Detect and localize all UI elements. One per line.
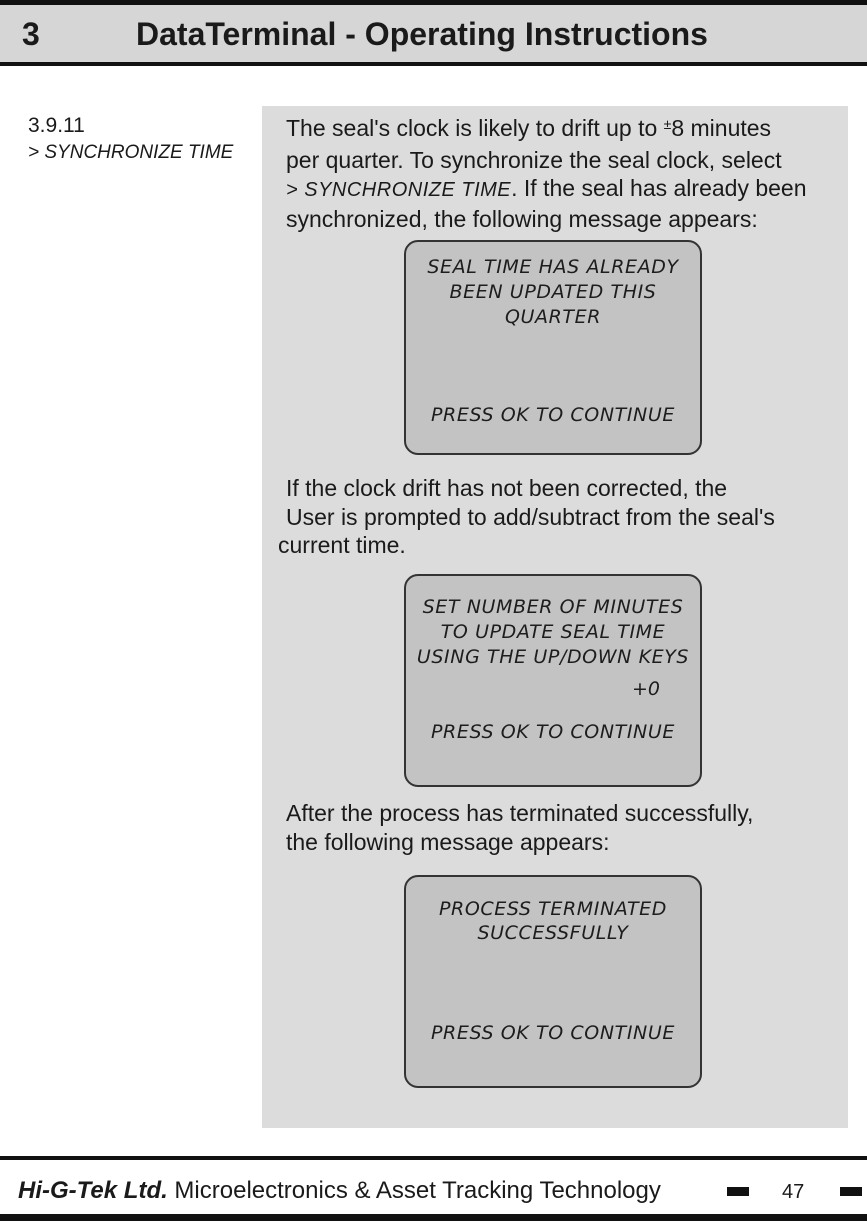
chapter-title: DataTerminal - Operating Instructions — [136, 16, 708, 52]
lcd-line: SET NUMBER OF MINUTES — [422, 596, 684, 618]
lcd-prompt: PRESS OK TO CONTINUE — [431, 1022, 675, 1044]
lcd-line: BEEN UPDATED THIS — [449, 281, 657, 303]
lcd-prompt: PRESS OK TO CONTINUE — [431, 721, 675, 743]
company-name: Hi-G-Tek Ltd. — [18, 1177, 168, 1204]
success-paragraph: After the process has terminated successfully, the following message appears: — [286, 800, 754, 855]
plus-minus-symbol: ± — [663, 116, 672, 132]
lcd-screen-already-updated — [404, 240, 702, 455]
lcd-line: QUARTER — [504, 306, 602, 328]
lcd-prompt: PRESS OK TO CONTINUE — [431, 404, 675, 426]
chapter-header — [0, 0, 867, 66]
chapter-number: 3 — [22, 16, 40, 52]
lcd-line: PROCESS TERMINATED — [438, 898, 668, 920]
footer-rule-bottom — [0, 1214, 867, 1221]
footer-rule — [0, 1156, 867, 1160]
lcd-line: SUCCESSFULLY — [477, 922, 629, 944]
lcd-line: USING THE UP/DOWN KEYS — [416, 646, 690, 668]
drift-paragraph: If the clock drift has not been corrected, the User is prompted to add/subtract from the seal's current time. — [278, 475, 775, 558]
intro-paragraph: The seal's clock is likely to drift up to ±8 minutes per quarter. To synchronize the seal clock, select > SYNCHRONIZE TIME. If the seal has already been synchronized, the following message appears: — [286, 115, 807, 232]
page-marker-right — [840, 1187, 862, 1196]
company-tagline: Microelectronics & Asset Tracking Technology — [167, 1177, 661, 1204]
page-number: 47 — [782, 1181, 805, 1203]
footer-company — [18, 1177, 661, 1205]
lcd-screen-success — [404, 875, 702, 1088]
content-panel — [262, 106, 848, 1128]
lcd-screen-set-minutes — [404, 574, 702, 787]
lcd-line: TO UPDATE SEAL TIME — [440, 621, 666, 643]
lcd-line: SEAL TIME HAS ALREADY — [427, 256, 679, 278]
lcd-minutes-value: +0 — [631, 678, 660, 700]
section-command: > SYNCHRONIZE TIME — [28, 142, 234, 163]
inline-command: > SYNCHRONIZE TIME — [286, 179, 512, 201]
section-number: 3.9.11 — [28, 114, 85, 137]
page-marker-left — [727, 1187, 749, 1196]
